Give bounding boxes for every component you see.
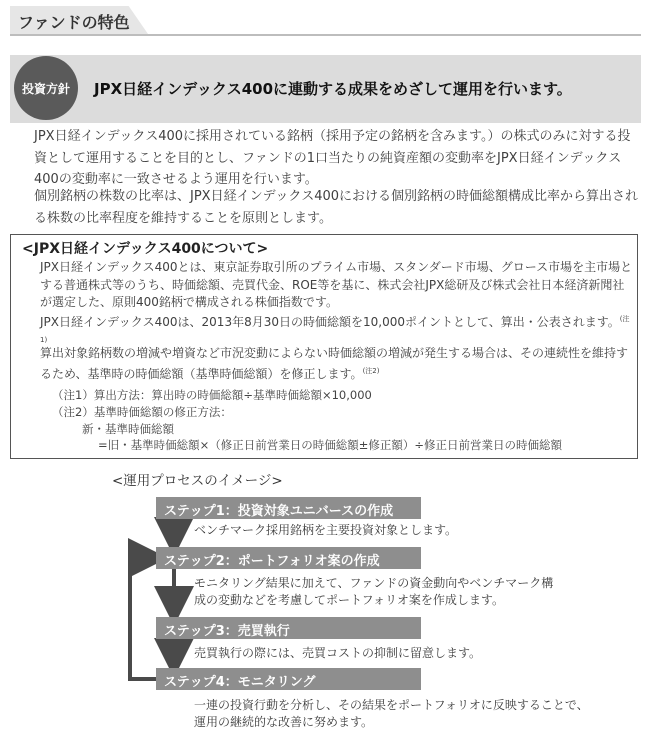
step-2-desc: モニタリング結果に加えて、ファンドの資金動向やベンチマーク構成の変動などを考慮してポートフォリオ案を作成します。	[194, 576, 554, 607]
about-index-title: <JPX日経インデックス400について>	[22, 241, 269, 257]
policy-paragraph-2: 個別銘柄の株数の比率は、JPX日経インデックス400における個別銘柄の時価総額構成比率から算出される株数の比率程度を維持することを原則とします。	[34, 189, 639, 226]
footnote-ref-2: (注2)	[362, 366, 380, 375]
note-2-line-1: 新・基準時価総額	[82, 422, 174, 436]
step-3-label: ステップ3：売買執行	[164, 624, 290, 639]
step-3-desc: 売買執行の際には、売買コストの抑制に留意します。	[194, 646, 482, 660]
feedback-loop-arrow	[130, 558, 156, 679]
section-title: ファンドの特色	[18, 13, 130, 32]
step-1-label: ステップ1：投資対象ユニバースの作成	[164, 504, 394, 519]
step-1-desc: ベンチマーク採用銘柄を主要投資対象とします。	[194, 523, 458, 537]
about-paragraph-3-text: 算出対象銘柄数の増減や増資など市況変動によらない時価総額の増減が発生する場合は、その連続性を維持するため、基準時の時価総額（基準時価総額）を修正します。	[40, 346, 629, 381]
step-4-desc: 一連の投資行動を分析し、その結果をポートフォリオに反映することで、運用の継続的な改善に努めます。	[194, 698, 589, 729]
note-2-line-2: =旧・基準時価総額×（修正日前営業日の時価総額±修正額）÷修正日前営業日の時価総額	[98, 438, 563, 452]
note-2: （注2）基準時価総額の修正方法：	[52, 405, 232, 419]
step-2-label: ステップ2：ポートフォリオ案の作成	[164, 554, 380, 569]
step-4-label: ステップ4：モニタリング	[164, 675, 316, 690]
note-1: （注1）算出方法：算出時の時価総額÷基準時価総額×10,000	[52, 388, 372, 402]
policy-heading: JPX日経インデックス400に連動する成果をめざして運用を行います。	[94, 80, 572, 98]
section-divider	[10, 34, 641, 36]
about-paragraph-1: JPX日経インデックス400とは、東京証券取引所のプライム市場、スタンダード市場、グロース市場を主市場とする普通株式等のうち、時価総額、売買代金、ROE等を基に、株式会社JPX総研及び株式会社日本経済新聞社が選定した、原則400銘柄で構成される株価指数です。	[40, 260, 633, 309]
about-paragraph-2-text: JPX日経インデックス400は、2013年8月30日の時価総額を10,000ポイントとして、算出・公表されます。	[40, 315, 620, 329]
about-paragraph-3	[40, 345, 634, 383]
process-title: <運用プロセスのイメージ>	[112, 473, 283, 489]
policy-badge: 投資方針	[14, 56, 78, 120]
policy-paragraph-1: JPX日経インデックス400に採用されている銘柄（採用予定の銘柄を含みます。）の株式のみに対する投資として運用することを目的とし、ファンドの1口当たりの純資産額の変動率をJPX日経インデックス400の変動率に一致させるよう運用を行います。	[34, 129, 631, 187]
footnote-ref-1: (注1)	[40, 315, 630, 344]
